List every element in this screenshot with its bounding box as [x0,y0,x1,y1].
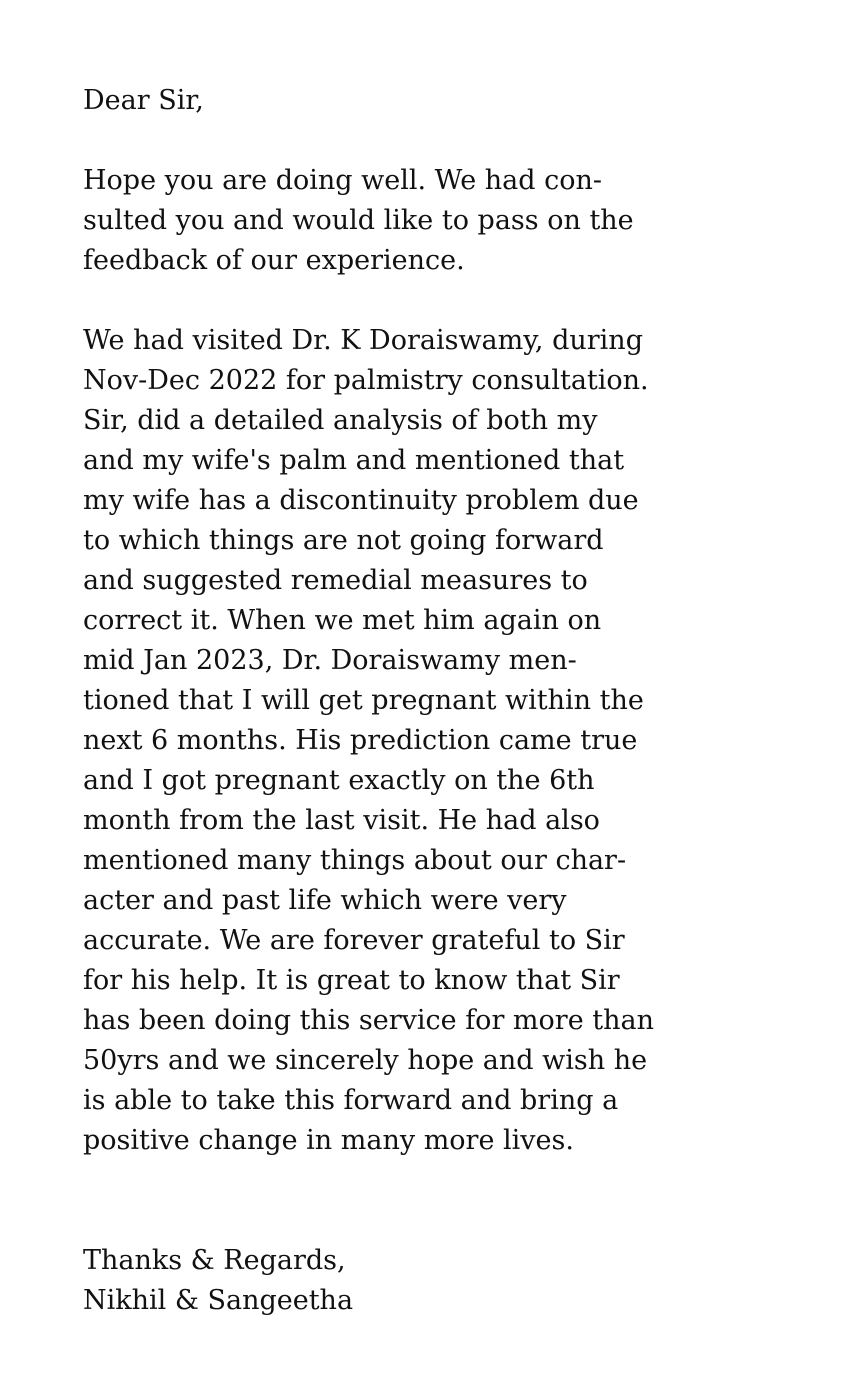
body-line: is able to take this forward and bring a [83,1085,619,1116]
body-line: We had visited Dr. K Doraiswamy, during [83,325,643,356]
spacer [83,281,783,321]
body-line: accurate. We are forever grateful to Sir [83,925,625,956]
body-line: for his help. It is great to know that Sir [83,965,620,996]
body-line: next 6 months. His prediction came true [83,725,638,756]
intro-line: Hope you are doing well. We had con- [83,165,602,196]
spacer [83,1161,783,1241]
body-line: Sir, did a detailed analysis of both my [83,405,598,436]
body-line: correct it. When we met him again on [83,605,602,636]
body-line: and I got pregnant exactly on the 6th [83,765,595,796]
body-line: 50yrs and we sincerely hope and wish he [83,1045,648,1076]
intro-line: feedback of our experience. [83,245,465,276]
body-line: mid Jan 2023, Dr. Doraiswamy men- [83,645,577,676]
body-line: tioned that I will get pregnant within the [83,685,644,716]
intro-paragraph [83,161,783,281]
body-line: and my wife's palm and mentioned that [83,445,625,476]
signature: Nikhil & Sangeetha [83,1285,354,1316]
body-line: has been doing this service for more than [83,1005,654,1036]
body-line: and suggested remedial measures to [83,565,588,596]
body-line: acter and past life which were very [83,885,567,916]
intro-line: sulted you and would like to pass on the [83,205,634,236]
spacer [83,121,783,161]
letter [83,81,783,1321]
closing: Thanks & Regards, [83,1245,346,1276]
body-line: to which things are not going forward [83,525,604,556]
body-line: Nov-Dec 2022 for palmistry consultation. [83,365,649,396]
body-line: mentioned many things about our char- [83,845,627,876]
body-paragraph [83,321,783,1161]
body-line: month from the last visit. He had also [83,805,600,836]
body-line: my wife has a discontinuity problem due [83,485,639,516]
greeting: Dear Sir, [83,85,204,116]
body-line: positive change in many more lives. [83,1125,574,1156]
